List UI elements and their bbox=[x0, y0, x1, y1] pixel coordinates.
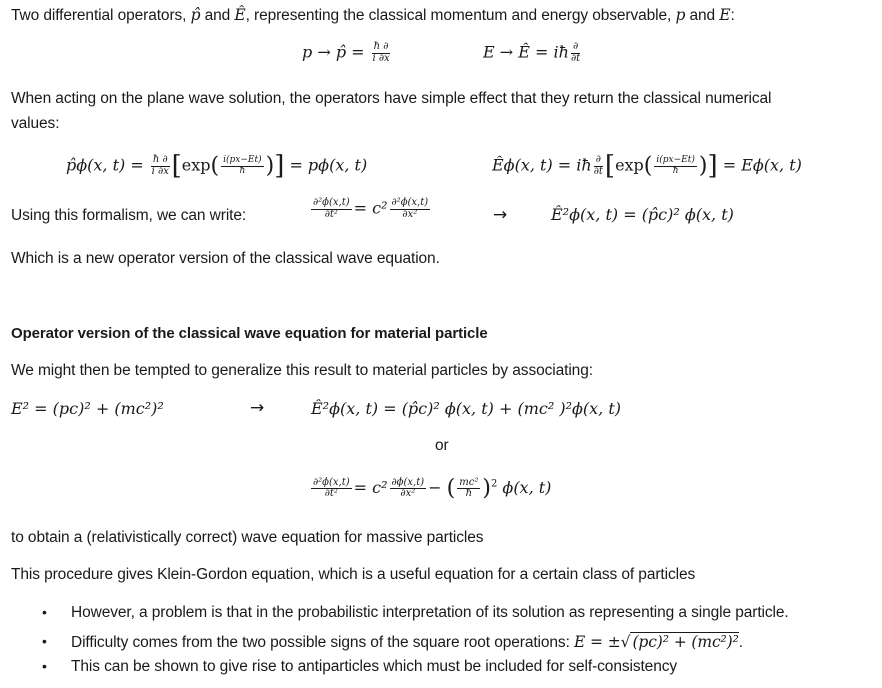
fraction bbox=[571, 42, 580, 64]
energy-plane-wave-equation: Êϕ(x, t) = iħ $\frac{\partial}{\partial t}$ [exp( $\frac{i(px-Et)}{ħ}$ )] = Eϕ(x, t) bbox=[492, 151, 802, 181]
energy-operator: Ê bbox=[234, 6, 246, 24]
intro-text: and bbox=[685, 7, 720, 24]
frac-den: ∂t bbox=[593, 165, 603, 177]
plane-wave-text-1: When acting on the plane wave solution, the operators have simple effect that they return the classical numerical bbox=[11, 90, 772, 107]
right-arrow-icon: → bbox=[250, 398, 265, 418]
eq-mid: = c² bbox=[353, 478, 388, 497]
wave-eq-note: Which is a new operator version of the classical wave equation. bbox=[11, 250, 440, 267]
frac-den: ∂x² bbox=[400, 488, 416, 499]
fraction bbox=[311, 478, 352, 500]
frac-den: ħ bbox=[239, 165, 246, 176]
eq-lhs: p̂ϕ(x, t) = bbox=[66, 155, 149, 175]
frac-den: ∂t² bbox=[324, 208, 338, 220]
frac-den: ħ bbox=[672, 165, 679, 176]
exp-func: exp bbox=[181, 155, 211, 175]
fraction bbox=[390, 478, 427, 500]
eq-tail: ϕ(x, t) bbox=[502, 478, 552, 497]
intro-text: Two differential operators, bbox=[11, 7, 191, 24]
sqrt-expr: (pc)² + (mc²)² bbox=[632, 633, 739, 651]
frac-num: ∂²ϕ(x,t) bbox=[313, 197, 350, 208]
plane-wave-text-2: values: bbox=[11, 115, 60, 132]
momentum-plane-wave-equation: p̂ϕ(x, t) = $\frac{ħ \partial}{i \partial x}$ [exp( $\frac{i(px-Et)}{ħ}$ )] = pϕ(x, t) bbox=[66, 151, 368, 181]
formalism-label: Using this formalism, we can write: bbox=[11, 207, 247, 224]
frac-num: ∂ bbox=[571, 42, 580, 54]
eq-lhs: Êϕ(x, t) = iħ bbox=[492, 155, 592, 175]
energy-var: E bbox=[719, 6, 731, 24]
frac-den: ħ bbox=[465, 488, 473, 499]
section-heading: Operator version of the classical wave equation for material particle bbox=[11, 325, 488, 342]
bullet-item: This can be shown to give rise to antiparticles which must be included for self-consistency bbox=[71, 658, 678, 675]
bullet-text: Difficulty comes from the two possible signs of the square root operations: bbox=[71, 634, 575, 651]
frac-num: i(px−Et) bbox=[656, 155, 695, 166]
fraction bbox=[654, 156, 696, 176]
frac-num: mc² bbox=[459, 476, 479, 488]
operator-wave-equation: Ê²ϕ(x, t) = (p̂c)² ϕ(x, t) bbox=[551, 205, 734, 224]
frac-den: i ∂x bbox=[372, 52, 390, 64]
frac-num: ħ ∂ bbox=[152, 154, 168, 165]
frac-den: i ∂x bbox=[151, 165, 169, 177]
energy-operator-equation bbox=[483, 42, 582, 64]
frac-num: ħ ∂ bbox=[373, 41, 389, 52]
fraction bbox=[457, 478, 480, 500]
intro-text: , representing the classical momentum and energy observable, bbox=[245, 7, 676, 24]
fraction bbox=[311, 198, 352, 220]
fraction bbox=[221, 156, 263, 176]
frac-den: ∂t bbox=[570, 52, 581, 64]
frac-num: ∂²ϕ(x,t) bbox=[391, 197, 429, 208]
exp-func: exp bbox=[615, 155, 644, 175]
eq-mid: = c² bbox=[353, 198, 388, 218]
fraction bbox=[151, 155, 170, 177]
eq-lhs: p → p̂ = bbox=[302, 42, 370, 62]
tempted-text: We might then be tempted to generalize this result to material particles by associating: bbox=[11, 362, 593, 379]
klein-gordon-note: This procedure gives Klein-Gordon equation, which is a useful equation for a certain class of particles bbox=[11, 566, 696, 583]
frac-num: ∂ϕ(x,t) bbox=[391, 476, 425, 488]
math-expr: E = ± bbox=[574, 633, 621, 651]
frac-num: i(px−Et) bbox=[223, 155, 262, 166]
fraction bbox=[372, 42, 391, 64]
momentum-operator: p̂ bbox=[190, 6, 201, 24]
intro-text: : bbox=[730, 7, 735, 24]
bullet-icon: • bbox=[42, 658, 47, 674]
bullet-item: Difficulty comes from the two possible signs of the square root operations: E = ±√ (pc)² + (mc²)². bbox=[71, 633, 743, 651]
intro-paragraph bbox=[11, 6, 735, 25]
fraction bbox=[390, 198, 431, 220]
eq-rhs: = Eϕ(x, t) bbox=[722, 155, 802, 175]
frac-den: ∂x² bbox=[402, 208, 418, 220]
bullet-icon: • bbox=[42, 633, 47, 649]
klein-gordon-equation: $\frac{\text{∂²ϕ(x,t)}}{\text{∂t²}}$ = c² $\frac{\partial\phi(x,t)}{\text{∂x²}}$ − ( $\frac{\text{mc²}}{ħ}$ )$^2$ ϕ(x, t) bbox=[313, 476, 552, 501]
minus-sign: − bbox=[428, 478, 442, 497]
frac-num: ∂ bbox=[594, 155, 603, 167]
bullet-text: . bbox=[738, 634, 743, 651]
intro-text: and bbox=[200, 7, 235, 24]
operator-energy-relation: Ê²ϕ(x, t) = (p̂c)² ϕ(x, t) + (mc² )²ϕ(x, t) bbox=[311, 399, 622, 418]
frac-num: ∂²ϕ(x,t) bbox=[313, 476, 350, 488]
obtain-text: to obtain a (relativistically correct) wave equation for massive particles bbox=[11, 529, 484, 546]
exponent: 2 bbox=[490, 478, 498, 490]
eq-lhs: E → Ê = iħ bbox=[483, 42, 569, 62]
momentum-operator-equation bbox=[302, 42, 392, 64]
frac-den: ∂t² bbox=[324, 488, 338, 499]
eq-rhs: = pϕ(x, t) bbox=[289, 155, 368, 175]
momentum-var: p bbox=[675, 6, 686, 24]
fraction bbox=[594, 155, 603, 177]
classical-wave-equation bbox=[309, 198, 432, 220]
bullet-item: However, a problem is that in the probabilistic interpretation of its solution as representing a single particle. bbox=[71, 604, 789, 621]
bullet-icon: • bbox=[42, 604, 47, 620]
energy-momentum-relation: E² = (pc)² + (mc²)² bbox=[11, 399, 164, 418]
or-text: or bbox=[435, 437, 449, 454]
right-arrow-icon: → bbox=[493, 205, 508, 225]
